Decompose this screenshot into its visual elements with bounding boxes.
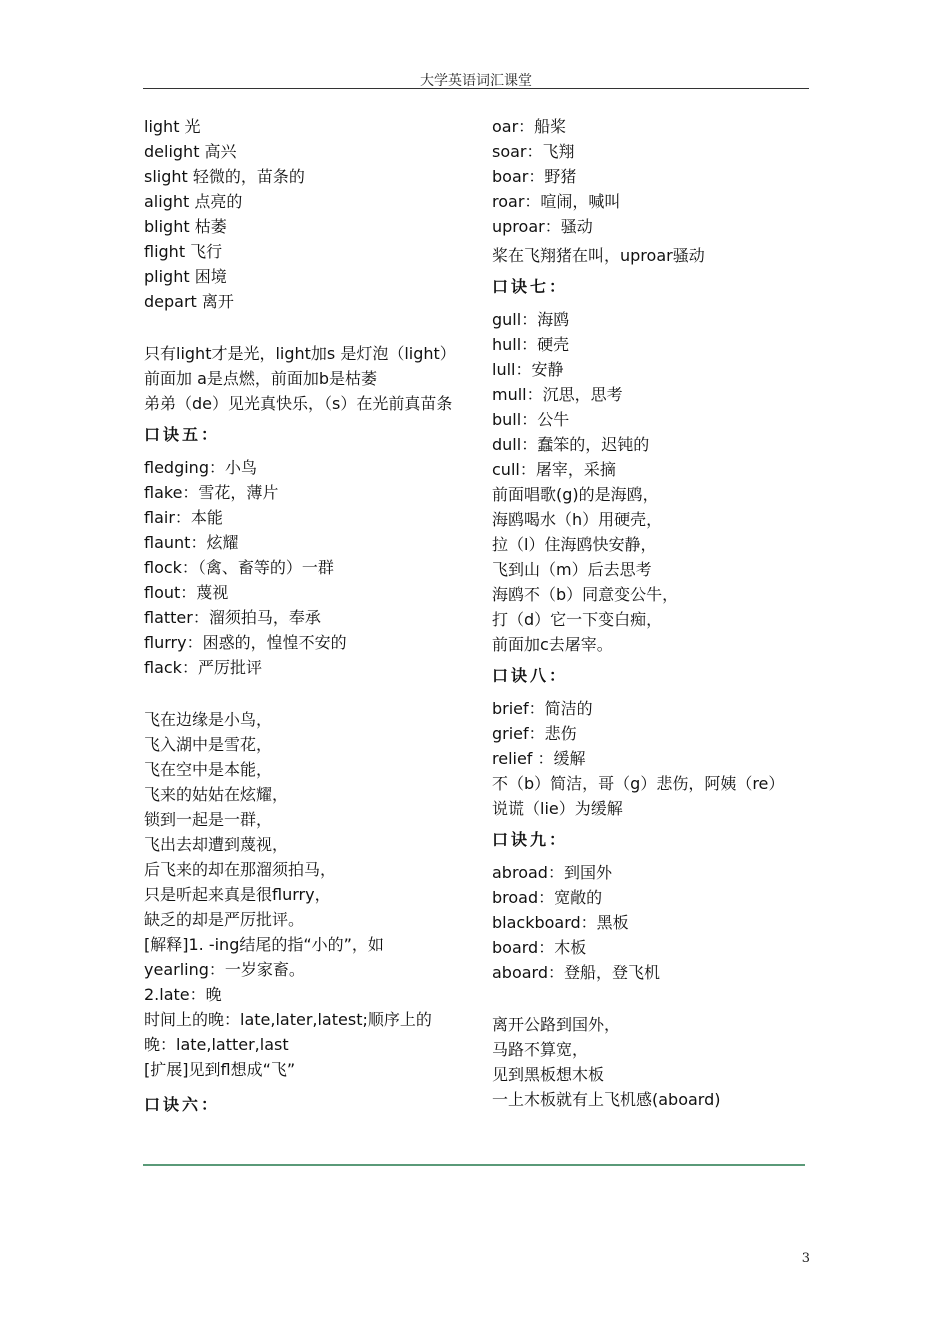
mnemonic-line: 缺乏的却是严厉批评。	[144, 910, 305, 929]
mnemonic-line: 前面加 a是点燃，前面加b是枯萎	[144, 369, 378, 388]
vocab-line: roar：喧闹，喊叫	[492, 192, 621, 211]
page-number: 3	[801, 1251, 810, 1266]
vocab-line: light 光	[144, 117, 201, 136]
right-column	[492, 114, 812, 1112]
mnemonic-line: 一上木板就有上飞机感(aboard)	[492, 1090, 721, 1109]
section-heading-9: 口诀九：	[492, 830, 569, 849]
mnemonic-line: 桨在飞翔猪在叫，uproar骚动	[492, 246, 705, 265]
vocab-line: bull：公牛	[492, 410, 570, 429]
vocab-line: alight 点亮的	[144, 192, 243, 211]
mnemonic-line: 离开公路到国外，	[492, 1015, 621, 1034]
vocab-line: broad：宽敞的	[492, 888, 603, 907]
mnemonic-line: 飞来的姑姑在炫耀，	[144, 785, 289, 804]
vocab-line: flout：蔑视	[144, 583, 229, 602]
vocab-line: boar：野猪	[492, 167, 577, 186]
mnemonic-line: 海鸥不（b）同意变公牛，	[492, 585, 679, 604]
vocab-line: blackboard：黑板	[492, 913, 629, 932]
vocab-line: brief：简洁的	[492, 699, 593, 718]
mnemonic-line: 只是听起来真是很flurry，	[144, 885, 331, 904]
vocab-line: delight 高兴	[144, 142, 237, 161]
vocab-line: plight 困境	[144, 267, 227, 286]
mnemonic-line: 后飞来的却在那溜须拍马，	[144, 860, 337, 879]
vocab-line: flaunt：炫耀	[144, 533, 239, 552]
mnemonic-line: 不（b）简洁，哥（g）悲伤，阿姨（re）	[492, 774, 785, 793]
vocab-line: slight 轻微的，苗条的	[144, 167, 305, 186]
vocab-line: aboard：登船，登飞机	[492, 963, 661, 982]
vocab-line: mull：沉思，思考	[492, 385, 623, 404]
mnemonic-line: 飞在空中是本能，	[144, 760, 273, 779]
explanation-line: 晚：late,latter,last	[144, 1035, 289, 1054]
vocab-line: uproar：骚动	[492, 217, 593, 236]
section-heading-6: 口诀六：	[144, 1095, 221, 1114]
mnemonic-line: 马路不算宽，	[492, 1040, 589, 1059]
header-rule	[143, 88, 809, 89]
section-heading-7: 口诀七：	[492, 277, 569, 296]
vocab-line: abroad：到国外	[492, 863, 612, 882]
explanation-line: 时间上的晚：late,later,latest;顺序上的	[144, 1010, 432, 1029]
explanation-line: [解释]1. -ing结尾的指“小的”，如	[144, 935, 384, 954]
vocab-line: flock：（禽、畜等的）一群	[144, 558, 334, 577]
mnemonic-line: 海鸥喝水（h）用硬壳，	[492, 510, 663, 529]
vocab-line: fledging：小鸟	[144, 458, 257, 477]
footer-rule	[143, 1164, 805, 1166]
mnemonic-line: 飞在边缘是小鸟，	[144, 710, 273, 729]
vocab-line: lull：安静	[492, 360, 564, 379]
vocab-line: oar：船桨	[492, 117, 567, 136]
mnemonic-line: 锁到一起是一群，	[144, 810, 273, 829]
vocab-line: relief ：缓解	[492, 749, 586, 768]
mnemonic-line: 飞入湖中是雪花，	[144, 735, 273, 754]
mnemonic-line: 拉（l）住海鸥快安静，	[492, 535, 657, 554]
vocab-line: board：木板	[492, 938, 587, 957]
section-heading-5: 口诀五：	[144, 425, 221, 444]
mnemonic-line: 说谎（lie）为缓解	[492, 799, 623, 818]
vocab-line: flurry：困惑的，惶惶不安的	[144, 633, 347, 652]
explanation-line: yearling：一岁家畜。	[144, 960, 305, 979]
extension-line: [扩展]见到fl想成“飞”	[144, 1060, 296, 1079]
vocab-line: soar：飞翔	[492, 142, 575, 161]
vocab-line: flake：雪花，薄片	[144, 483, 279, 502]
vocab-line: blight 枯萎	[144, 217, 227, 236]
mnemonic-line: 前面加c去屠宰。	[492, 635, 613, 654]
vocab-line: depart 离开	[144, 292, 234, 311]
vocab-line: flight 飞行	[144, 242, 223, 261]
mnemonic-line: 飞出去却遭到蔑视，	[144, 835, 289, 854]
left-column	[144, 114, 474, 1125]
mnemonic-line: 打（d）它一下变白痴，	[492, 610, 663, 629]
vocab-line: hull：硬壳	[492, 335, 570, 354]
vocab-line: flair：本能	[144, 508, 223, 527]
vocab-line: grief：悲伤	[492, 724, 577, 743]
mnemonic-line: 见到黑板想木板	[492, 1065, 605, 1084]
mnemonic-line: 弟弟（de）见光真快乐，（s）在光前真苗条	[144, 394, 453, 413]
mnemonic-line: 前面唱歌(g)的是海鸥，	[492, 485, 659, 504]
vocab-line: cull：屠宰，采摘	[492, 460, 616, 479]
vocab-line: flatter：溜须拍马，奉承	[144, 608, 321, 627]
mnemonic-line: 只有light才是光，light加s 是灯泡（light）	[144, 344, 456, 363]
section-heading-8: 口诀八：	[492, 666, 569, 685]
vocab-line: dull：蠢笨的，迟钝的	[492, 435, 650, 454]
vocab-line: flack：严厉批评	[144, 658, 262, 677]
page-header-title: 大学英语词汇课堂	[420, 73, 532, 89]
vocab-line: gull：海鸥	[492, 310, 570, 329]
explanation-line: 2.late：晚	[144, 985, 222, 1004]
mnemonic-line: 飞到山（m）后去思考	[492, 560, 652, 579]
